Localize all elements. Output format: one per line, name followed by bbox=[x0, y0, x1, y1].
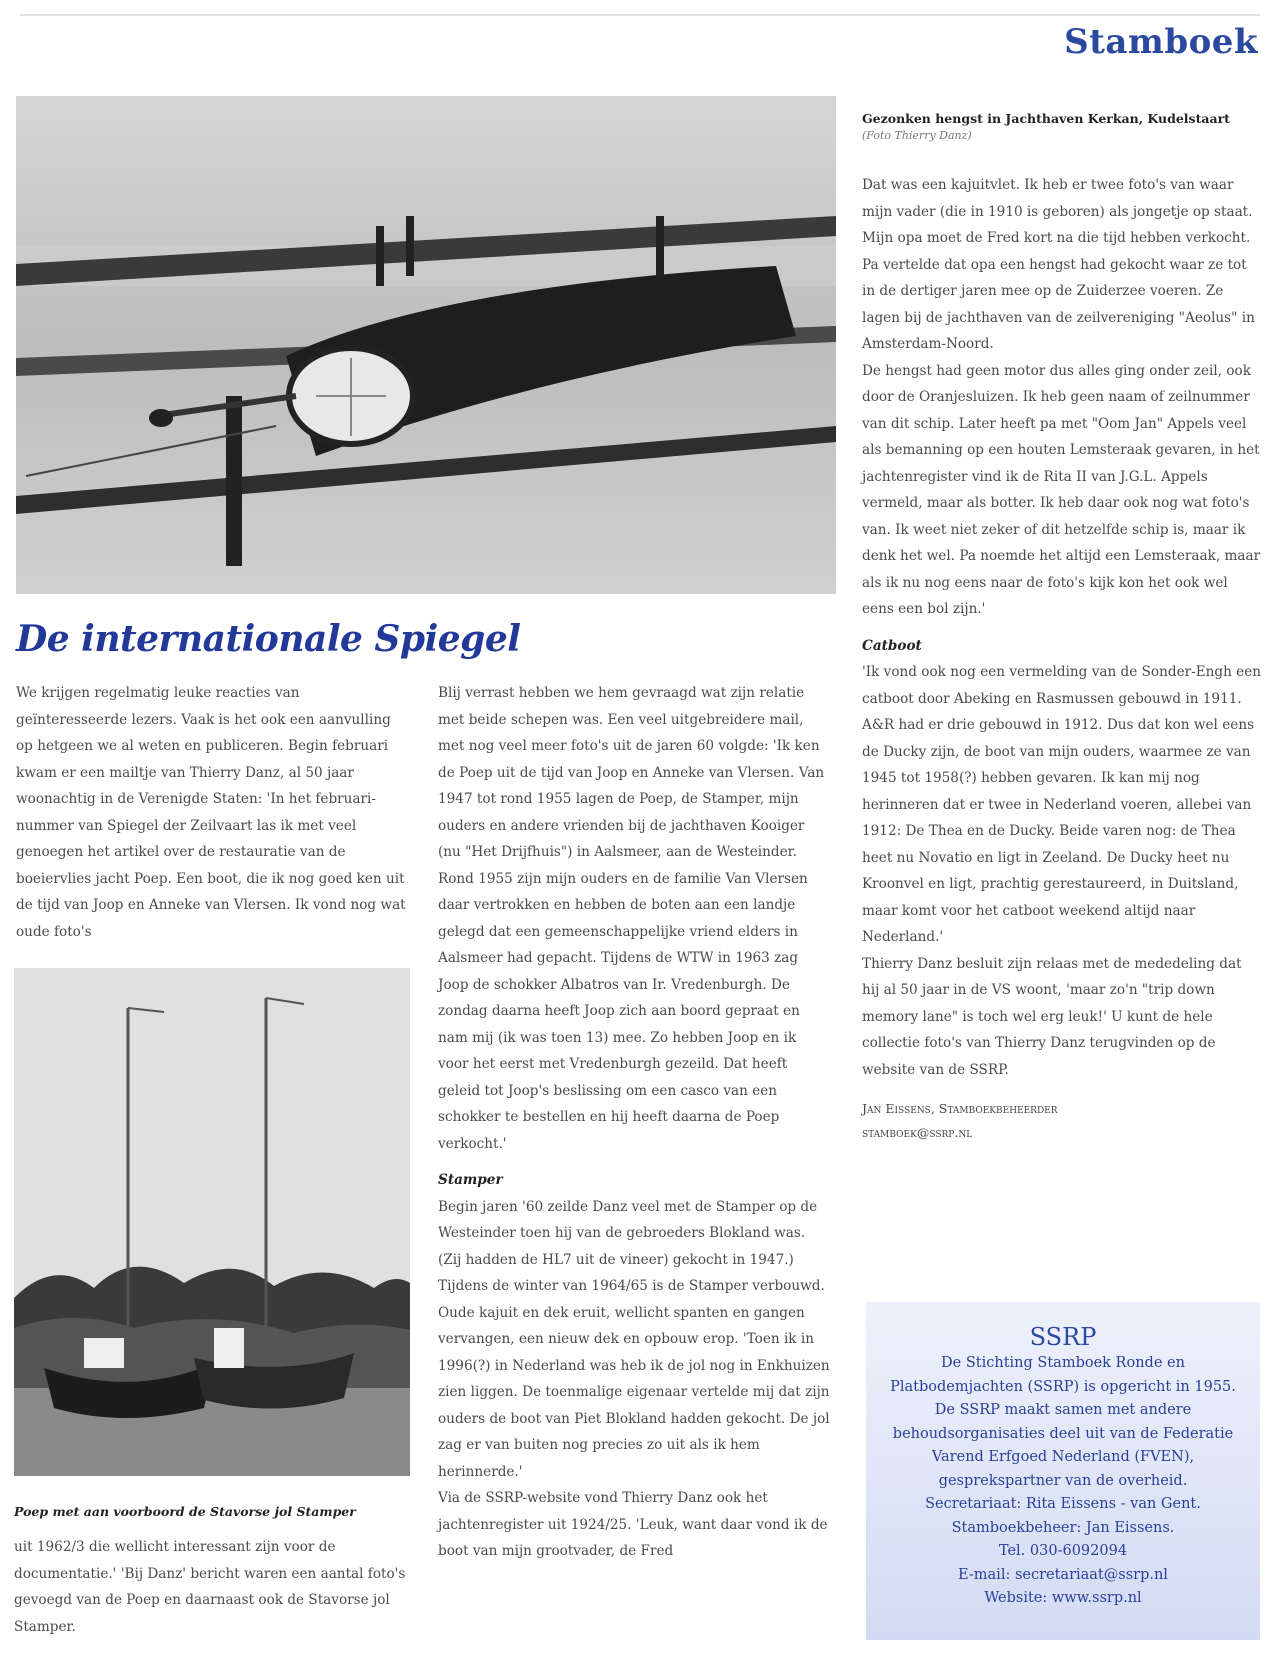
col3-paragraph-1: Dat was een kajuitvlet. Ik heb er twee foto's van waar mijn vader (die in 1910 is geboren) als jongetje op staat. Mijn opa moet de Fred kort na die tijd hebben verkocht. Pa vertelde dat opa een hengst had gekocht waar ze tot in de dertiger jaren mee op de Zuiderzee voeren. Ze lagen bij de jachthaven van de zeilvereniging "Aeolus" in Amsterdam-Noord. bbox=[862, 177, 1255, 352]
ssrp-description: De Stichting Stamboek Ronde en Platbodemjachten (SSRP) is opgericht in 1955. De SSRP maakt samen met andere behoudsorganisaties deel uit van de Federatie Varend Erfgoed Nederland (FVEN), gesprekspartner van de overheid. bbox=[890, 1355, 1236, 1489]
col1-paragraph-2: uit 1962/3 die wellicht interessant zijn voor de documentatie.' 'Bij Danz' bericht waren een aantal foto's gevoegd van de Poep en daarnaast ook de Stavorse jol Stamper. bbox=[14, 1539, 406, 1635]
ssrp-secretariat: Secretariaat: Rita Eissens - van Gent. bbox=[925, 1496, 1201, 1512]
col3-paragraph-4: Thierry Danz besluit zijn relaas met de mededeling dat hij al 50 jaar in de VS woont, 'maar zo'n "trip down memory lane" is toch wel erg leuk!' U kunt de hele collectie foto's van Thierry Danz terugvinden op de website van de SSRP. bbox=[862, 955, 1242, 1078]
column-1 bbox=[16, 680, 408, 945]
col2-paragraph-1: Blij verrast hebben we hem gevraagd wat zijn relatie met beide schepen was. Een veel uitgebreidere mail, met nog veel meer foto's uit de jaren 60 volgde: 'Ik ken de Poep uit de tijd van Joop en Anneke van Vlersen. Van 1947 tot rond 1955 lagen de Poep, de Stamper, mijn ouders en andere vrienden bij de jachthaven Kooiger (nu "Het Drijfhuis") in Aalsmeer, aan de Westeinder. Rond 1955 zijn mijn ouders en de familie Van Vlersen daar vertrokken en hebben de boten aan een landje gelegd dat een gemeenschappelijke vriend elders in Aalsmeer had gepacht. Tijdens de WTW in 1963 zag Joop de schokker Albatros van Ir. Vredenburgh. De zondag daarna heeft Joop zich aan boord gepraat en nam mij (ik was toen 13) mee. Zo hebben Joop en ik voor het eerst met Vredenburgh gezeild. Dat heeft geleid tot Joop's beslissing om een casco van een schokker te bestellen en hij heeft daarna de Poep verkocht.' bbox=[438, 685, 825, 1152]
column-3 bbox=[862, 172, 1262, 1145]
top-photo-caption bbox=[862, 110, 1262, 144]
ssrp-email: E-mail: secretariaat@ssrp.nl bbox=[958, 1566, 1168, 1583]
author-email: stamboek@ssrp.nl bbox=[862, 1125, 973, 1140]
top-rule bbox=[20, 14, 1260, 16]
bottom-photo-caption: Poep met aan voorboord de Stavorse jol Stamper bbox=[14, 1504, 356, 1519]
col3-paragraph-3: 'Ik vond ook nog een vermelding van de Sonder-Engh een catboot door Abeking en Rasmussen gebouwd in 1911. A&R had er drie gebouwd in 1912. Dus dat kon wel eens de Ducky zijn, de boot van mijn ouders, waarmee ze van 1945 tot 1958(?) hebben gevaren. Ik kan mij nog herinneren dat er twee in Nederland voeren, allebei van 1912: De Thea en de Ducky. Beide varen nog: de Thea heet nu Novatio en ligt in Zeeland. De Ducky heet nu Kroonvel en ligt, prachtig gerestaureerd, in Duitsland, maar komt voor het catboot weekend altijd naar Nederland.' bbox=[862, 664, 1262, 945]
col2-paragraph-3: Via de SSRP-website vond Thierry Danz ook het jachtenregister uit 1924/25. 'Leuk, want daar vond ik de boot van mijn grootvader, de Fred bbox=[438, 1490, 828, 1559]
bottom-photo bbox=[14, 968, 410, 1476]
col2-paragraph-2: Begin jaren '60 zeilde Danz veel met de Stamper op de Westeinder toen hij van de gebroeders Blokland was. (Zij hadden de HL7 uit de vineer) gekocht in 1947.) Tijdens de winter van 1964/65 is de Stamper verbouwd. Oude kajuit en dek eruit, wellicht spanten en gangen vervangen, een nieuw dek en opbouw erop. 'Toen ik in 1996(?) in Nederland was heb ik de jol nog in Enkhuizen zien liggen. De toenmalige eigenaar vertelde mij dat zijn ouders de boot van Piet Blokland hadden gekocht. De jol zag er van buiten nog precies zo uit als ik hem herinnerde.' bbox=[438, 1198, 830, 1480]
section-title: Stamboek bbox=[1064, 22, 1258, 62]
top-photo bbox=[16, 96, 836, 594]
author-name: Jan Eissens, Stamboekbeheerder bbox=[862, 1101, 1058, 1116]
col2-subheading: Stamper bbox=[438, 1172, 503, 1188]
col3-paragraph-2: De hengst had geen motor dus alles ging onder zeil, ook door de Oranjesluizen. Ik heb geen naam of zeilnummer van dit schip. Later heeft pa met "Oom Jan" Appels veel als bemanning op een houten Lemsteraak gevaren, in het jachtenregister vind ik de Rita II van J.G.L. Appels vermeld, maar als botter. Ik heb daar ook nog wat foto's van. Ik weet niet zeker of dit hetzelfde schip is, maar ik denk het wel. Pa noemde het altijd een Lemsteraak, maar als ik nu nog eens naar de foto's kijk kon het ook wel eens een bol zijn.' bbox=[862, 362, 1261, 617]
ssrp-title: SSRP bbox=[1029, 1323, 1097, 1351]
ssrp-website: Website: www.ssrp.nl bbox=[984, 1590, 1142, 1606]
ssrp-stamboek: Stamboekbeheer: Jan Eissens. bbox=[951, 1519, 1175, 1536]
column-2 bbox=[438, 680, 830, 1565]
ssrp-phone: Tel. 030-6092094 bbox=[998, 1543, 1128, 1559]
col3-subheading: Catboot bbox=[862, 637, 922, 654]
author-signature bbox=[862, 1097, 1262, 1145]
ssrp-info-box bbox=[866, 1302, 1260, 1640]
column-1-continued bbox=[14, 1534, 410, 1640]
top-photo-caption-title: Gezonken hengst in Jachthaven Kerkan, Kudelstaart bbox=[862, 111, 1230, 126]
col1-paragraph-1: We krijgen regelmatig leuke reacties van geïnteresseerde lezers. Vaak is het ook een aanvulling op hetgeen we al weten en publiceren. Begin februari kwam er een mailtje van Thierry Danz, al 50 jaar woonachtig in de Verenigde Staten: 'In het februari-nummer van Spiegel der Zeilvaart las ik met veel genoegen het artikel over de restauratie van de boeiervlies jacht Poep. Een boot, die ik nog goed ken uit de tijd van Joop en Anneke van Vlersen. Ik vond nog wat oude foto's bbox=[16, 685, 406, 940]
top-photo-caption-credit: (Foto Thierry Danz) bbox=[862, 129, 972, 142]
article-headline: De internationale Spiegel bbox=[16, 618, 521, 660]
